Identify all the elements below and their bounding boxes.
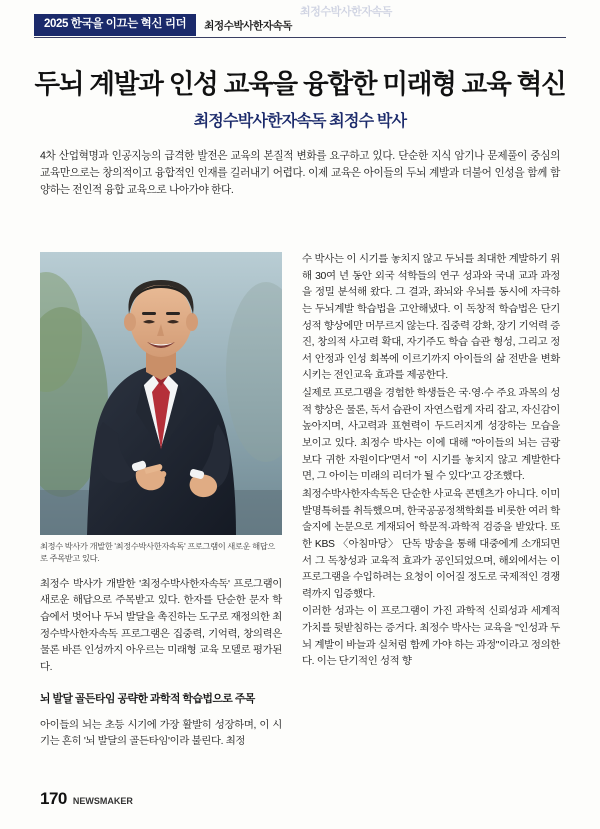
right-paragraph-2: 실제로 프로그램을 경험한 학생들은 국·영·수 주요 과목의 성적 향상은 물론, 독서 습관이 자연스럽게 자리 잡고, 자신감이 높아지며, 사고력과 표현력이 두드러지게 성장하는 모습을 보이고 있다. 최정수 박사는 이에 대해 "아이들의 뇌는 금광보다 귀한 자원이다"면서 "이 시기를 놓치지 않고 계발한다면, 그 아이는 미래의 리더가 될 수 있다"고 강조했다. (302, 388, 560, 483)
page-number: 170 (40, 789, 67, 808)
lead-paragraph: 4차 산업혁명과 인공지능의 급격한 발전은 교육의 본질적 변화를 요구하고 있다. 단순한 지식 암기나 문제풀이 중심의 교육만으로는 창의적이고 융합적인 인재를 길러내기 어렵다. 이제 교육은 아이들의 두뇌 계발과 더불어 인성을 함께 함양하는 전인적 융합 교육으로 나아가야 한다. (40, 150, 560, 197)
masthead-label: NEWSMAKER (72, 796, 133, 806)
header-ghost-text: 최정수박사한자속독 (300, 6, 393, 18)
right-paragraph-3: 최정수박사한자속독은 단순한 사교육 콘텐츠가 아니다. 이미 발명특허를 취득했으며, 한국공공정책학회를 비롯한 여러 학술지에 논문으로 게재되어 학문적·과학적 검증을 받았다. 또한 KBS 〈아침마당〉 단독 방송을 통해 대중에게 소개되면서 그 독창성과 교육적 효과가 공인되었으며, 해외에서는 이 프로그램을 수입하려는 요청이 이어질 정도로 국제적인 경쟁력까지 입증했다. (302, 488, 560, 600)
header-tag: 2025 한국을 이끄는 혁신 리더 (34, 14, 196, 36)
page-title: 두뇌 계발과 인성 교육을 융합한 미래형 교육 혁신 (34, 69, 566, 99)
header-divider (34, 37, 566, 38)
left-subheading: 뇌 발달 골든타임 공략한 과학적 학습법으로 주목 (40, 692, 255, 705)
portrait-illustration (40, 252, 282, 535)
right-paragraph-1: 수 박사는 이 시기를 놓치지 않고 두뇌를 최대한 계발하기 위해 30여 년 동안 외국 석학들의 연구 성과와 국내 교과 과정을 정밀 분석해 왔다. 그 결과, 좌뇌와 우뇌를 동시에 자극하는 두뇌계발 학습법을 고안해냈다. 이 독창적 학습법은 단기 성적 향상에만 머무르지 않는다. 집중력 강화, 장기 기억력 증진, 창의적 사고력 확대, 자기주도 학습 습관 형성, 그리고 정서 안정과 인성 회복에 이르기까지 아이들의 삶 전반을 변화시키는 전인교육 효과를 제공한다. (302, 254, 560, 382)
page-footer (40, 789, 133, 809)
right-paragraph-4: 이러한 성과는 이 프로그램이 가진 과학적 신뢰성과 세계적 가치를 뒷받침하는 증거다. 최정수 박사는 교육을 "인성과 두뇌 계발이 바늘과 실처럼 함께 가야 하는 과정"이라고 정의한다. 이는 단기적인 성적 향 (302, 606, 560, 668)
left-paragraph-1: 최정수 박사가 개발한 '최정수박사한자속독' 프로그램이 새로운 해답으로 주목받고 있다. 한자를 단순한 문자 학습에서 벗어나 두뇌 발달을 촉진하는 도구로 재정의한 최정수박사한자속독 프로그램은 집중력, 기억력, 창의력은 물론 바른 인성까지 아우르는 미래형 교육 모델로 평가된다. (40, 578, 282, 673)
left-column (40, 252, 282, 751)
photo-caption: 최정수 박사가 개발한 '최정수박사한자속독' 프로그램이 새로운 해답으로 주목받고 있다. (40, 542, 276, 563)
portrait-photo (40, 252, 282, 535)
right-column (302, 252, 560, 672)
page-subtitle: 최정수박사한자속독 최정수 박사 (193, 113, 407, 130)
left-paragraph-2: 아이들의 뇌는 초등 시기에 가장 활발히 성장하며, 이 시기는 흔히 '뇌 발달의 골든타임'이라 불린다. 최정 (40, 719, 282, 748)
header-subtitle: 최정수박사한자속독 (204, 19, 292, 32)
